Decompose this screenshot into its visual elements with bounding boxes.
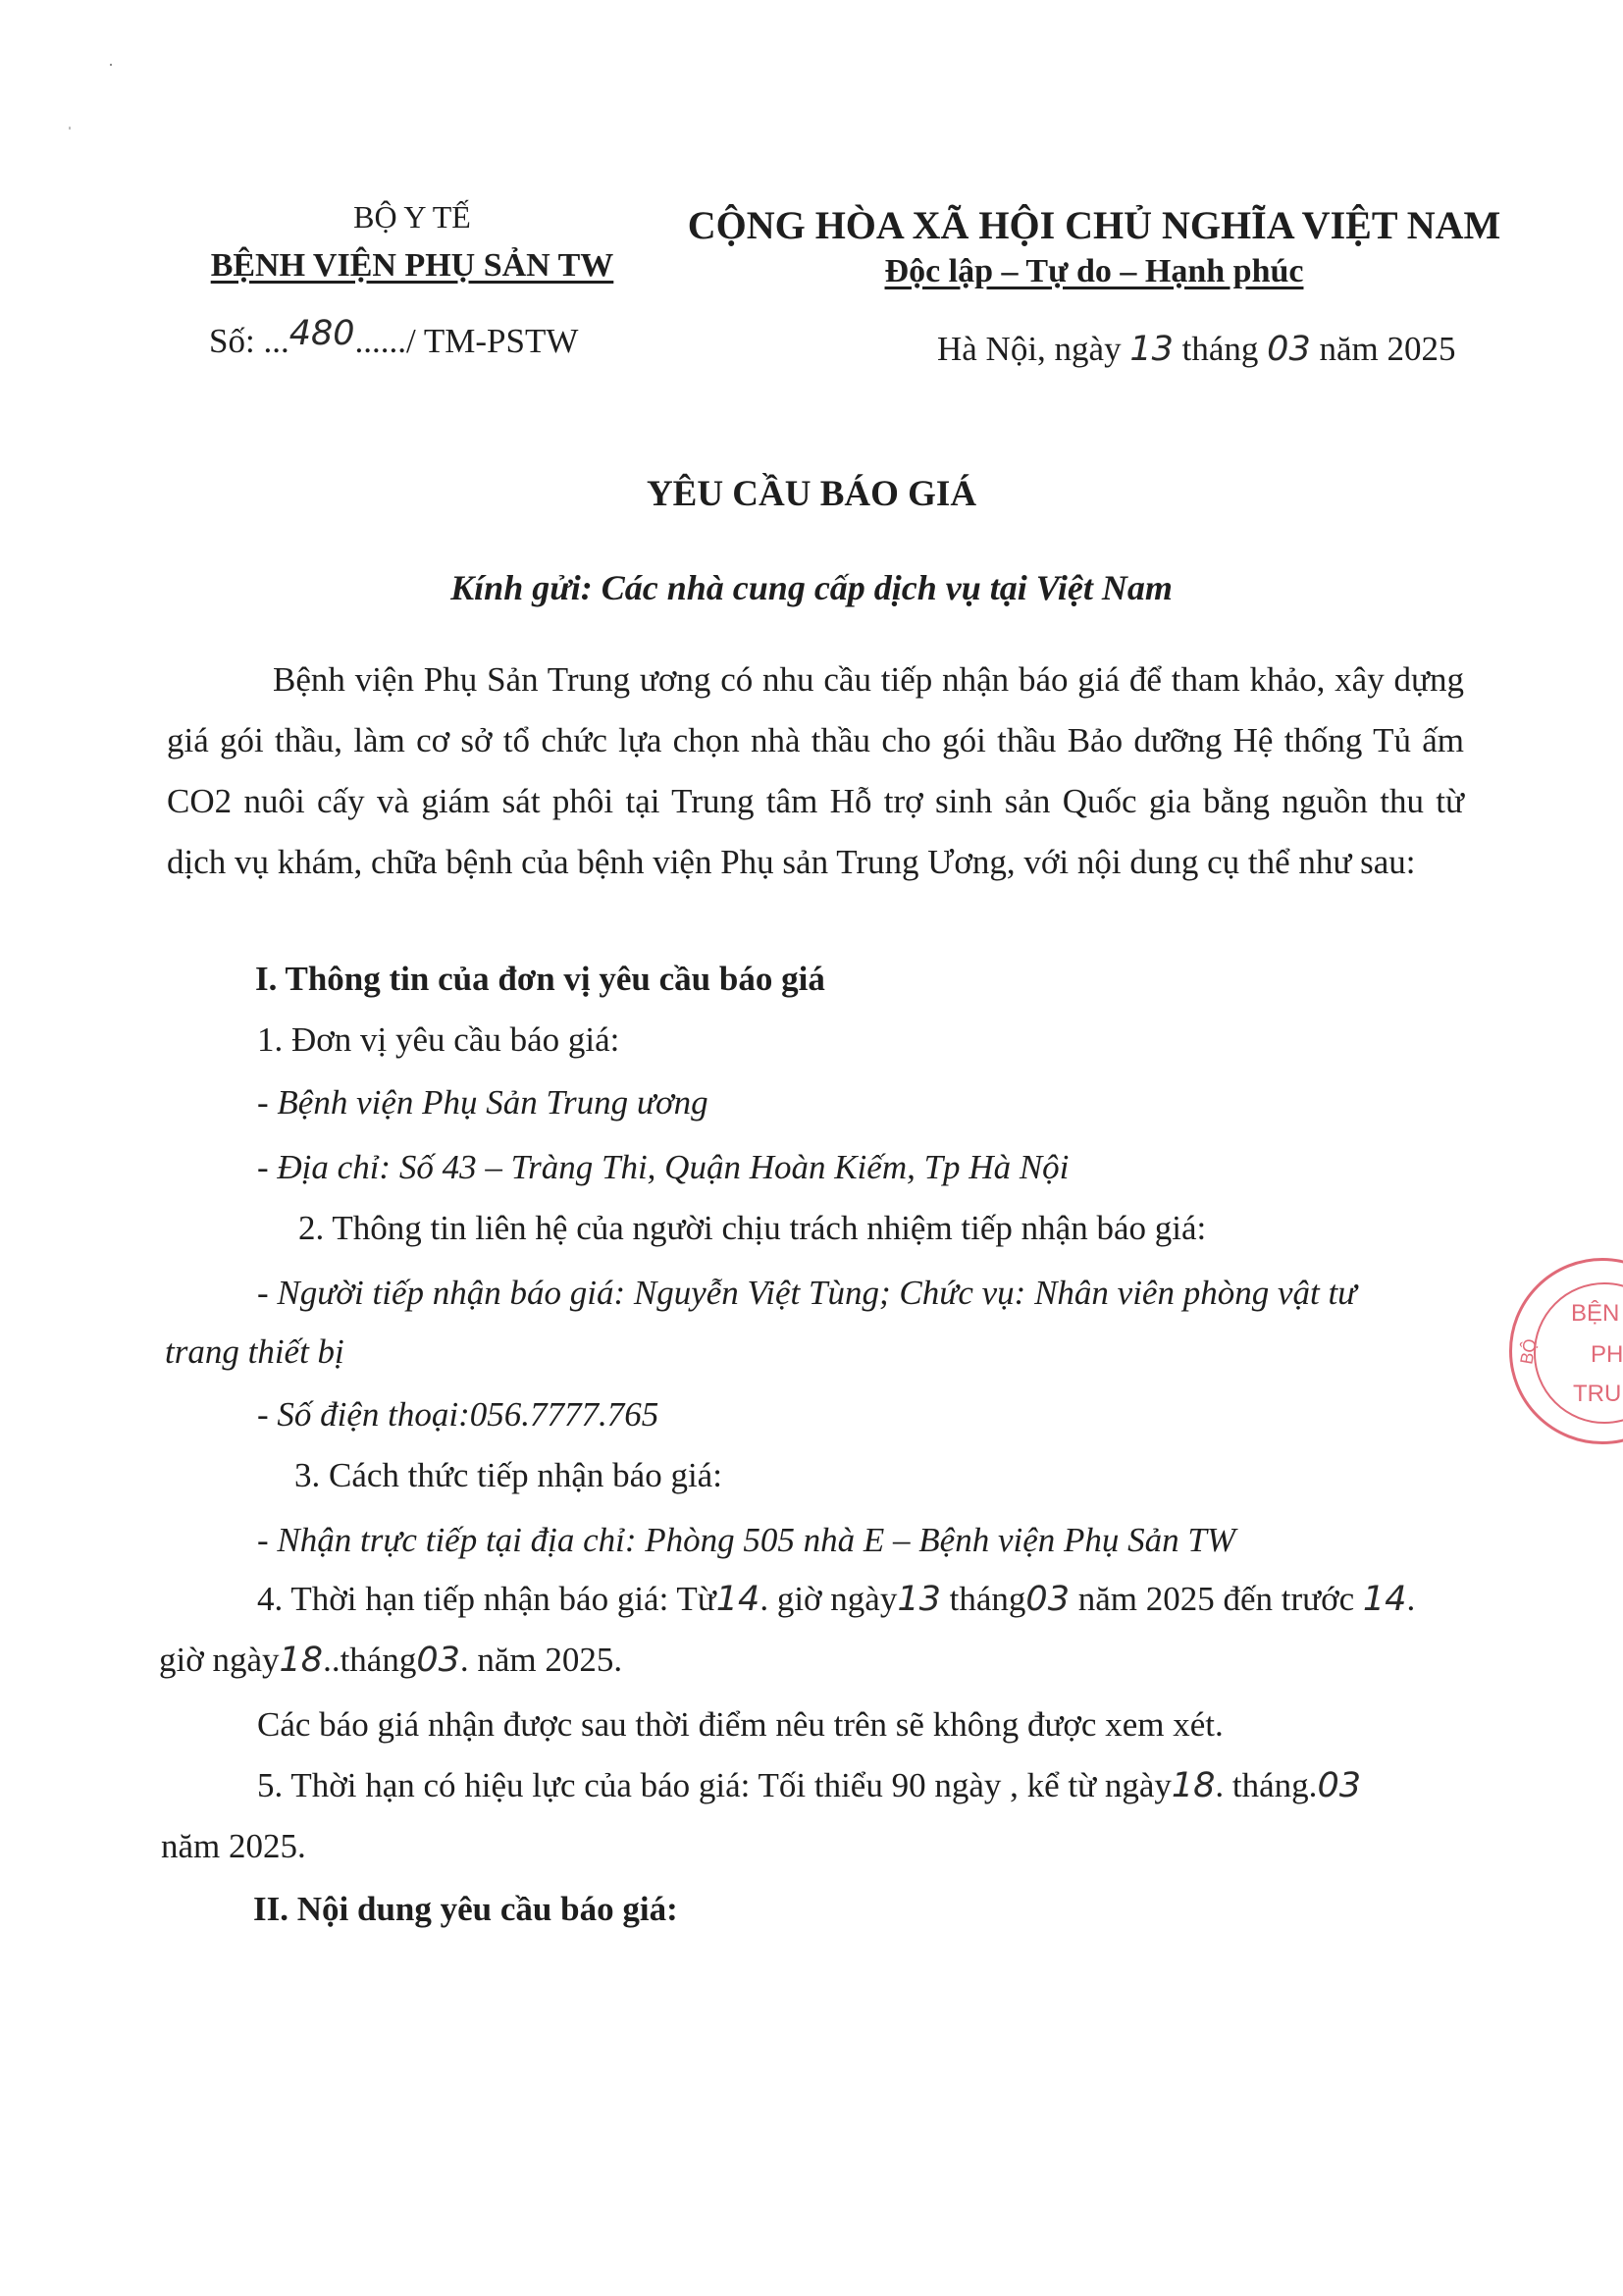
section1-heading: I. Thông tin của đơn vị yêu cầu báo giá [255,960,825,998]
issue-date [937,330,1455,369]
item4-text: ..tháng [323,1641,417,1679]
stamp-text: TRU [1573,1381,1622,1407]
item2-person-cont: trang thiết bị [165,1332,344,1371]
item4-text: . [1406,1580,1416,1618]
salutation: Kính gửi: Các nhà cung cấp dịch vụ tại Việt Nam [450,568,1173,607]
date-month-handwritten: 03 [1267,330,1311,369]
item5-day-handwritten: 18 [1171,1766,1216,1805]
item5-line1 [257,1766,1361,1805]
item4-start-day-handwritten: 13 [897,1580,941,1619]
country-name: CỘNG HÒA XÃ HỘI CHỦ NGHĨA VIỆT NAM [687,203,1501,247]
stamp-text: BỘ [1516,1336,1541,1366]
scan-speck: · [108,55,114,75]
item2-phone: - Số điện thoại:056.7777.765 [257,1395,659,1434]
item3-label: 3. Cách thức tiếp nhận báo giá: [294,1456,722,1494]
scan-speck: ˌ [67,110,73,130]
doc-no-dots: ... [263,322,289,360]
item4-end-month-handwritten: 03 [416,1641,460,1680]
item1-address: - Địa chỉ: Số 43 – Tràng Thi, Quận Hoàn Kiếm, Tp Hà Nội [257,1148,1070,1186]
doc-no-suffix: / TM-PSTW [406,322,579,360]
item4-text: tháng [940,1580,1026,1618]
item4-text: . giờ ngày [759,1580,898,1618]
official-stamp [1509,1258,1623,1444]
item5-line2: năm 2025. [161,1827,306,1865]
national-motto: Độc lập – Tự do – Hạnh phúc [884,253,1304,289]
stamp-text: BỆN [1571,1300,1620,1327]
date-text: Hà Nội, ngày [937,330,1130,368]
item4-line2 [159,1641,622,1680]
section2-heading: II. Nội dung yêu cầu báo giá: [253,1890,678,1928]
item4-end-day-handwritten: 18 [279,1641,324,1680]
date-text: năm 2025 [1310,330,1456,368]
item4-text: giờ ngày [159,1641,280,1679]
item1-label: 1. Đơn vị yêu cầu báo giá: [257,1020,620,1059]
late-submission-note: Các báo giá nhận được sau thời điểm nêu trên sẽ không được xem xét. [257,1705,1224,1744]
doc-no-prefix: Số: [209,322,264,360]
item1-name: - Bệnh viện Phụ Sản Trung ương [257,1083,708,1122]
ministry-name: BỘ Y TẾ [353,199,471,235]
item4-text: 4. Thời hạn tiếp nhận báo giá: Từ [257,1580,716,1618]
item4-start-hour-handwritten: 14 [715,1580,760,1619]
item4-line1 [257,1580,1415,1619]
date-day-handwritten: 13 [1129,330,1174,369]
hospital-name: BỆNH VIỆN PHỤ SẢN TW [210,247,614,284]
doc-no-handwritten: 480 [288,314,355,353]
item4-start-month-handwritten: 03 [1025,1580,1070,1619]
item5-text: . tháng. [1215,1766,1318,1804]
item4-text: năm 2025 đến trước [1069,1580,1363,1618]
doc-no-dots: ...... [354,322,407,360]
item4-end-hour-handwritten: 14 [1362,1580,1407,1619]
date-text: tháng [1173,330,1268,368]
item5-month-handwritten: 03 [1317,1766,1361,1805]
item5-text: 5. Thời hạn có hiệu lực của báo giá: Tối thiểu 90 ngày , kể từ ngày [257,1766,1172,1804]
item3-method: - Nhận trực tiếp tại địa chỉ: Phòng 505 nhà E – Bệnh viện Phụ Sản TW [257,1521,1236,1559]
document-title: YÊU CẦU BÁO GIÁ [646,474,977,514]
document-number [209,314,579,361]
item2-label: 2. Thông tin liên hệ của người chịu trách nhiệm tiếp nhận báo giá: [298,1209,1207,1247]
item2-person: - Người tiếp nhận báo giá: Nguyễn Việt Tùng; Chức vụ: Nhân viên phòng vật tư [257,1274,1357,1312]
intro-paragraph: Bệnh viện Phụ Sản Trung ương có nhu cầu tiếp nhận báo giá để tham khảo, xây dựng giá gói thầu, làm cơ sở tổ chức lựa chọn nhà thầu cho gói thầu Bảo dưỡng Hệ thống Tủ ấm CO2 nuôi cấy và giám sát phôi tại Trung tâm Hỗ trợ sinh sản Quốc gia bằng nguồn thu từ dịch vụ khám, chữa bệnh của bệnh viện Phụ sản Trung Ương, với nội dung cụ thể như sau: [167,660,1464,881]
stamp-text: PH [1591,1341,1623,1368]
item4-text: . năm 2025. [459,1641,623,1679]
